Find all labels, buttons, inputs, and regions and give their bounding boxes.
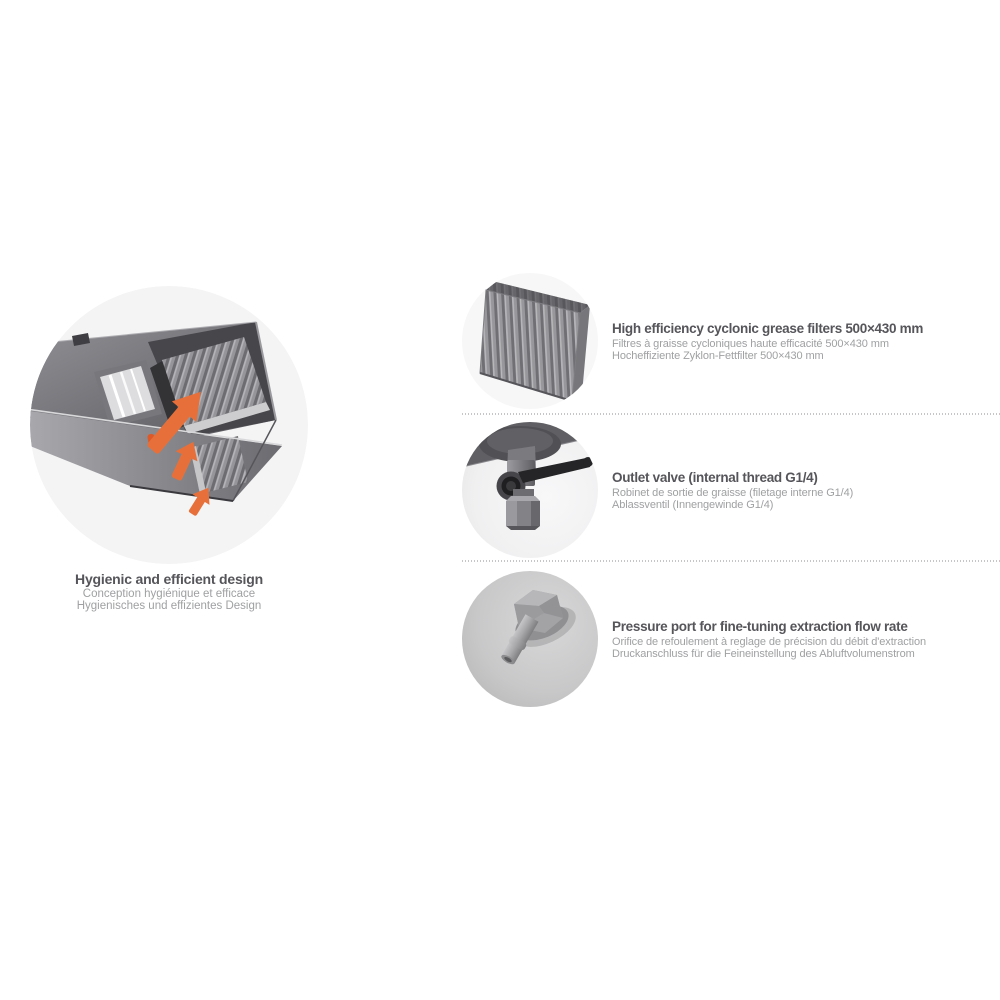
valve-hex-nut <box>506 496 540 530</box>
outlet-valve-photo <box>462 422 598 558</box>
feature-title: High efficiency cyclonic grease filters 500×430 mm <box>612 320 924 336</box>
feature-subtitle-fr: Filtres à graisse cycloniques haute efficacité 500×430 mm <box>612 337 889 350</box>
feature-title: Outlet valve (internal thread G1/4) <box>612 469 818 485</box>
hero-title: Hygienic and efficient design <box>75 571 263 587</box>
feature-subtitle-de: Hocheffiziente Zyklon-Fettfilter 500×430 mm <box>612 349 824 362</box>
pressure-port-photo <box>462 571 598 707</box>
hero-image <box>30 286 308 564</box>
feature-row-pressure-port <box>462 571 1000 707</box>
cyclonic-grease-filter-photo <box>462 273 598 409</box>
feature-text-grease-filters <box>612 321 1000 362</box>
feature-row-outlet-valve <box>462 422 1000 558</box>
feature-subtitle-de: Druckanschluss für die Feineinstellung des Abluftvolumenstrom <box>612 647 915 660</box>
feature-row-grease-filters <box>462 272 1000 410</box>
grease-filter-image <box>462 273 598 409</box>
feature-text-pressure-port <box>612 619 1000 660</box>
hero-section <box>30 286 308 612</box>
dotted-divider <box>462 413 1000 415</box>
hero-subtitle-fr: Conception hygiénique et efficace <box>82 588 256 600</box>
hero-subtitle-de: Hygienisches und effizientes Design <box>76 600 262 612</box>
outlet-valve-image <box>462 422 598 558</box>
feature-subtitle-fr: Orifice de refoulement à reglage de précision du débit d'extraction <box>612 635 926 648</box>
dotted-divider <box>462 560 1000 562</box>
pressure-port-image <box>462 571 598 707</box>
feature-text-outlet-valve <box>612 470 1000 511</box>
feature-subtitle-fr: Robinet de sortie de graisse (filetage interne G1/4) <box>612 486 854 499</box>
extraction-hood-render-image <box>30 286 308 564</box>
feature-title: Pressure port for fine-tuning extraction flow rate <box>612 618 908 634</box>
feature-subtitle-de: Ablassventil (Innengewinde G1/4) <box>612 498 774 511</box>
